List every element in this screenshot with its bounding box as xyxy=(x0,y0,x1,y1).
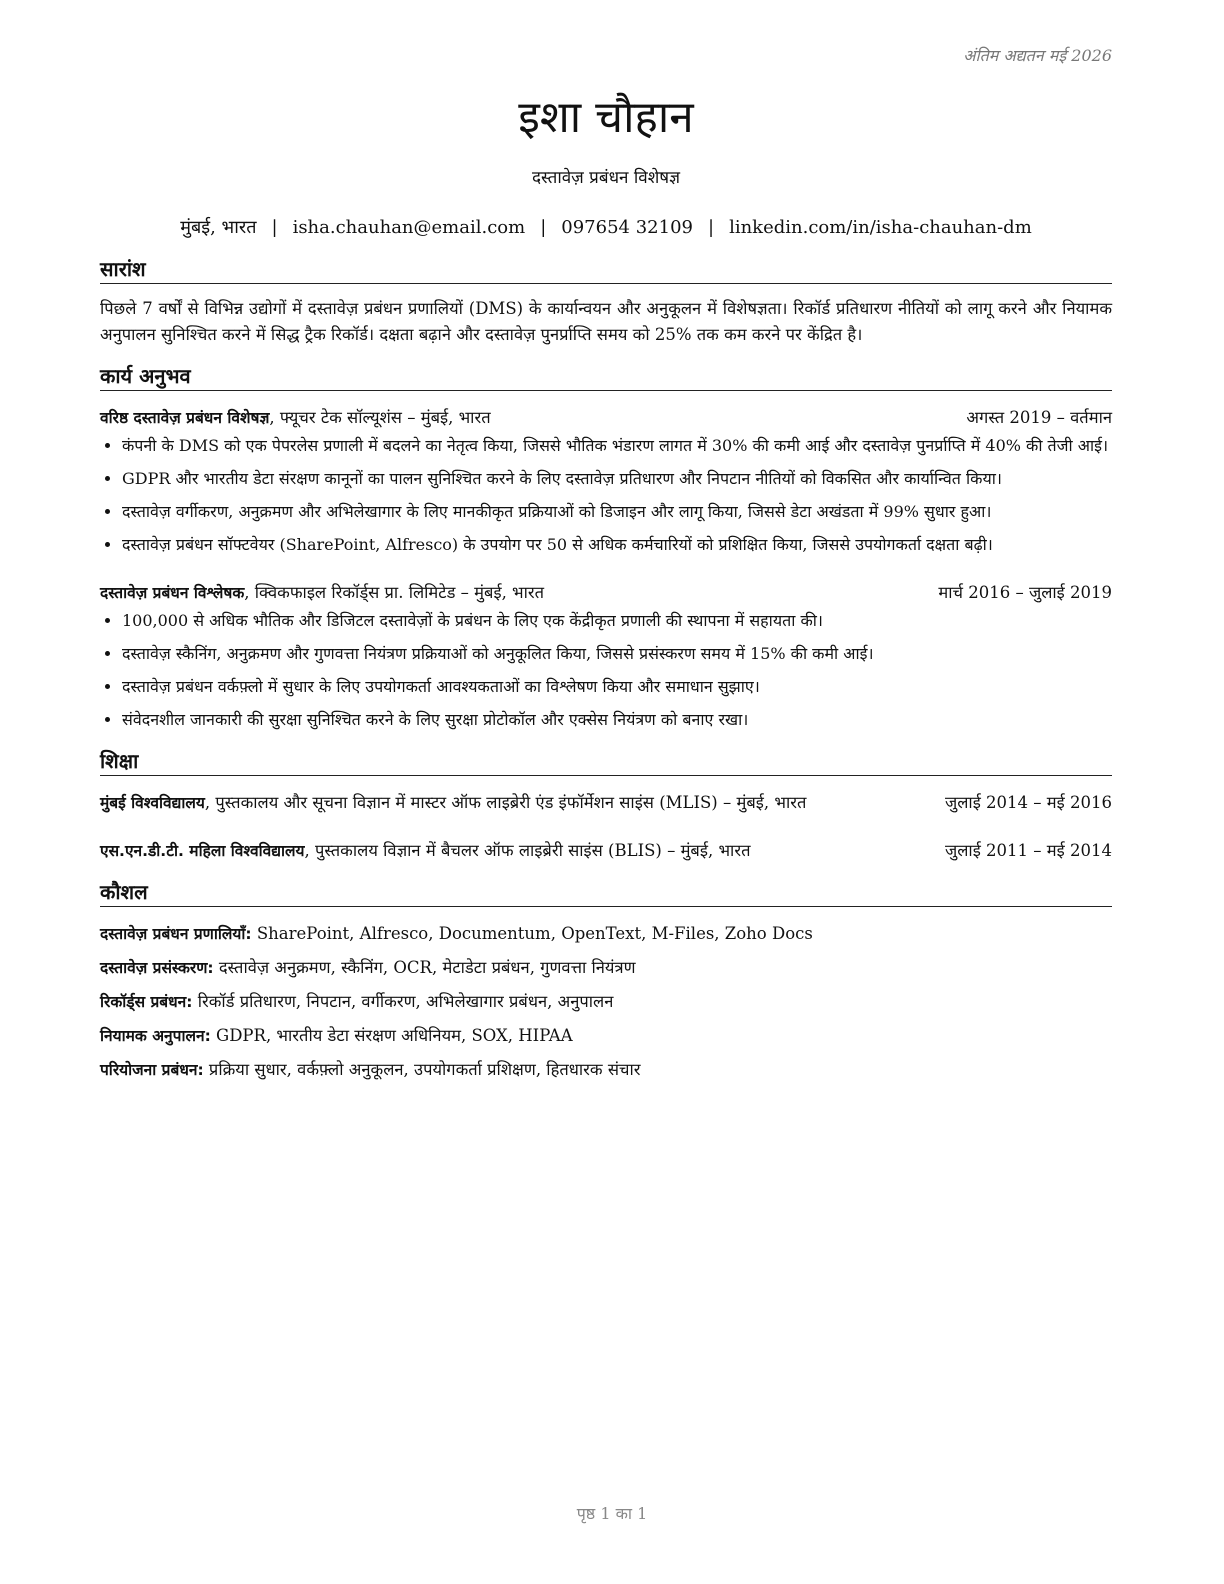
skill-label: परियोजना प्रबंधन: xyxy=(100,1061,204,1079)
job-bullet: • GDPR और भारतीय डेटा संरक्षण कानूनों का पालन सुनिश्चित करने के लिए दस्तावेज़ प्रतिधारण और निपटान नीतियों को विकसित और कार्यान्वित किया। xyxy=(122,466,1112,492)
job-bullets xyxy=(100,433,1112,558)
skill-value: प्रक्रिया सुधार, वर्कफ़्लो अनुकूलन, उपयोगकर्ता प्रशिक्षण, हितधारक संचार xyxy=(203,1060,641,1079)
candidate-title: दस्तावेज़ प्रबंधन विशेषज्ञ xyxy=(531,168,680,188)
contact-phone[interactable]: 097654 32109 xyxy=(561,217,693,238)
job-org: , फ्यूचर टेक सॉल्यूशंस – मुंबई, भारत xyxy=(269,408,491,427)
job-bullet: • दस्तावेज़ वर्गीकरण, अनुक्रमण और अभिलेखागार के लिए मानकीकृत प्रक्रियाओं को डिजाइन और लागू किया, जिससे डेटा अखंडता में 99% सुधार हुआ। xyxy=(122,499,1112,525)
experience-heading: कार्य अनुभव xyxy=(100,362,1112,391)
summary-text: पिछले 7 वर्षों से विभिन्न उद्योगों में दस्तावेज़ प्रबंधन प्रणालियों (DMS) के कार्यान्वयन और अनुकूलन में विशेषज्ञता। रिकॉर्ड प्रतिधारण नीतियों को लागू करने और नियामक अनुपालन सुनिश्चित करने में सिद्ध ट्रैक रिकॉर्ड। दक्षता बढ़ाने और दस्तावेज़ पुनर्प्राप्ति समय को 25% तक कम करने पर केंद्रित है। xyxy=(100,299,1112,344)
skill-value: SharePoint, Alfresco, Documentum, OpenText, M-Files, Zoho Docs xyxy=(251,924,813,943)
school-name: एस.एन.डी.टी. महिला विश्वविद्यालय xyxy=(100,842,305,860)
skill-label: नियामक अनुपालन: xyxy=(100,1027,211,1045)
job-bullet: • दस्तावेज़ प्रबंधन सॉफ्टवेयर (SharePoint, Alfresco) के उपयोग पर 50 से अधिक कर्मचारियों को प्रशिक्षित किया, जिससे उपयोगकर्ता दक्षता बढ़ी। xyxy=(122,532,1112,558)
contact-separator: | xyxy=(271,217,278,238)
summary-heading: सारांश xyxy=(100,255,1112,284)
skill-row xyxy=(100,989,1112,1015)
skills-heading: कौशल xyxy=(100,878,1112,907)
job-header xyxy=(100,405,1112,431)
job-bullet: • 100,000 से अधिक भौतिक और डिजिटल दस्तावेज़ों के प्रबंधन के लिए एक केंद्रीकृत प्रणाली की स्थापना में सहायता की। xyxy=(122,608,1112,634)
education-item xyxy=(100,838,1112,864)
degree-text: , पुस्तकालय विज्ञान में बैचलर ऑफ लाइब्रेरी साइंस (BLIS) – मुंबई, भारत xyxy=(304,841,751,860)
page-number: पृष्ठ 1 का 1 xyxy=(576,1504,648,1523)
contact-linkedin[interactable]: linkedin.com/in/isha-chauhan-dm xyxy=(729,217,1032,238)
contact-email[interactable]: isha.chauhan@email.com xyxy=(292,217,526,238)
job-title-line xyxy=(100,580,544,606)
candidate-name: इशा चौहान xyxy=(518,92,694,143)
job-bullet: • दस्तावेज़ प्रबंधन वर्कफ़्लो में सुधार के लिए उपयोगकर्ता आवश्यकताओं का विश्लेषण किया और समाधान सुझाए। xyxy=(122,674,1112,700)
contact-location: मुंबई, भारत xyxy=(180,217,257,238)
skill-value: GDPR, भारतीय डेटा संरक्षण अधिनियम, SOX, HIPAA xyxy=(210,1026,573,1045)
contact-separator: | xyxy=(707,217,715,238)
education-dates: जुलाई 2014 – मई 2016 xyxy=(945,793,1112,812)
job-role: दस्तावेज़ प्रबंधन विश्लेषक xyxy=(100,584,245,602)
education-dates: जुलाई 2011 – मई 2014 xyxy=(945,841,1112,860)
skill-row xyxy=(100,1023,1112,1049)
education-heading: शिक्षा xyxy=(100,747,1112,776)
skill-row xyxy=(100,955,1112,981)
school-name: मुंबई विश्वविद्यालय xyxy=(100,794,205,812)
skill-row xyxy=(100,921,1112,947)
job-org: , क्विकफाइल रिकॉर्ड्स प्रा. लिमिटेड – मुंबई, भारत xyxy=(244,583,545,602)
contact-separator: | xyxy=(540,217,547,238)
job-bullet: • कंपनी के DMS को एक पेपरलेस प्रणाली में बदलने का नेतृत्व किया, जिससे भौतिक भंडारण लागत में 30% की कमी आई और दस्तावेज़ पुनर्प्राप्ति में 40% की तेजी आई। xyxy=(122,433,1112,459)
job-role: वरिष्ठ दस्तावेज़ प्रबंधन विशेषज्ञ xyxy=(100,409,270,427)
job-header xyxy=(100,580,1112,606)
skill-row xyxy=(100,1057,1112,1083)
job-bullet: • संवेदनशील जानकारी की सुरक्षा सुनिश्चित करने के लिए सुरक्षा प्रोटोकॉल और एक्सेस नियंत्रण को बनाए रखा। xyxy=(122,707,1112,733)
job-dates: मार्च 2016 – जुलाई 2019 xyxy=(938,583,1112,602)
skill-label: रिकॉर्ड्स प्रबंधन: xyxy=(100,993,193,1011)
education-detail xyxy=(100,838,750,864)
education-detail xyxy=(100,790,806,816)
last-updated: अंतिम अद्यतन मई 2026 xyxy=(963,46,1112,65)
skill-label: दस्तावेज़ प्रबंधन प्रणालियाँ: xyxy=(100,925,252,943)
job-title-line xyxy=(100,405,491,431)
degree-text: , पुस्तकालय और सूचना विज्ञान में मास्टर ऑफ लाइब्रेरी एंड इंफॉर्मेशन साइंस (MLIS) – मुंबई, भारत xyxy=(204,793,807,812)
education-item xyxy=(100,790,1112,816)
job-dates: अगस्त 2019 – वर्तमान xyxy=(966,408,1112,427)
skill-label: दस्तावेज़ प्रसंस्करण: xyxy=(100,959,214,977)
skills-list xyxy=(100,921,1112,1083)
job-bullet: • दस्तावेज़ स्कैनिंग, अनुक्रमण और गुणवत्ता नियंत्रण प्रक्रियाओं को अनुकूलित किया, जिससे प्रसंस्करण समय में 15% की कमी आई। xyxy=(122,641,1112,667)
contact-line xyxy=(100,215,1112,241)
job-bullets xyxy=(100,608,1112,733)
skill-value: दस्तावेज़ अनुक्रमण, स्कैनिंग, OCR, मेटाडेटा प्रबंधन, गुणवत्ता नियंत्रण xyxy=(213,958,636,977)
skill-value: रिकॉर्ड प्रतिधारण, निपटान, वर्गीकरण, अभिलेखागार प्रबंधन, अनुपालन xyxy=(192,992,614,1011)
